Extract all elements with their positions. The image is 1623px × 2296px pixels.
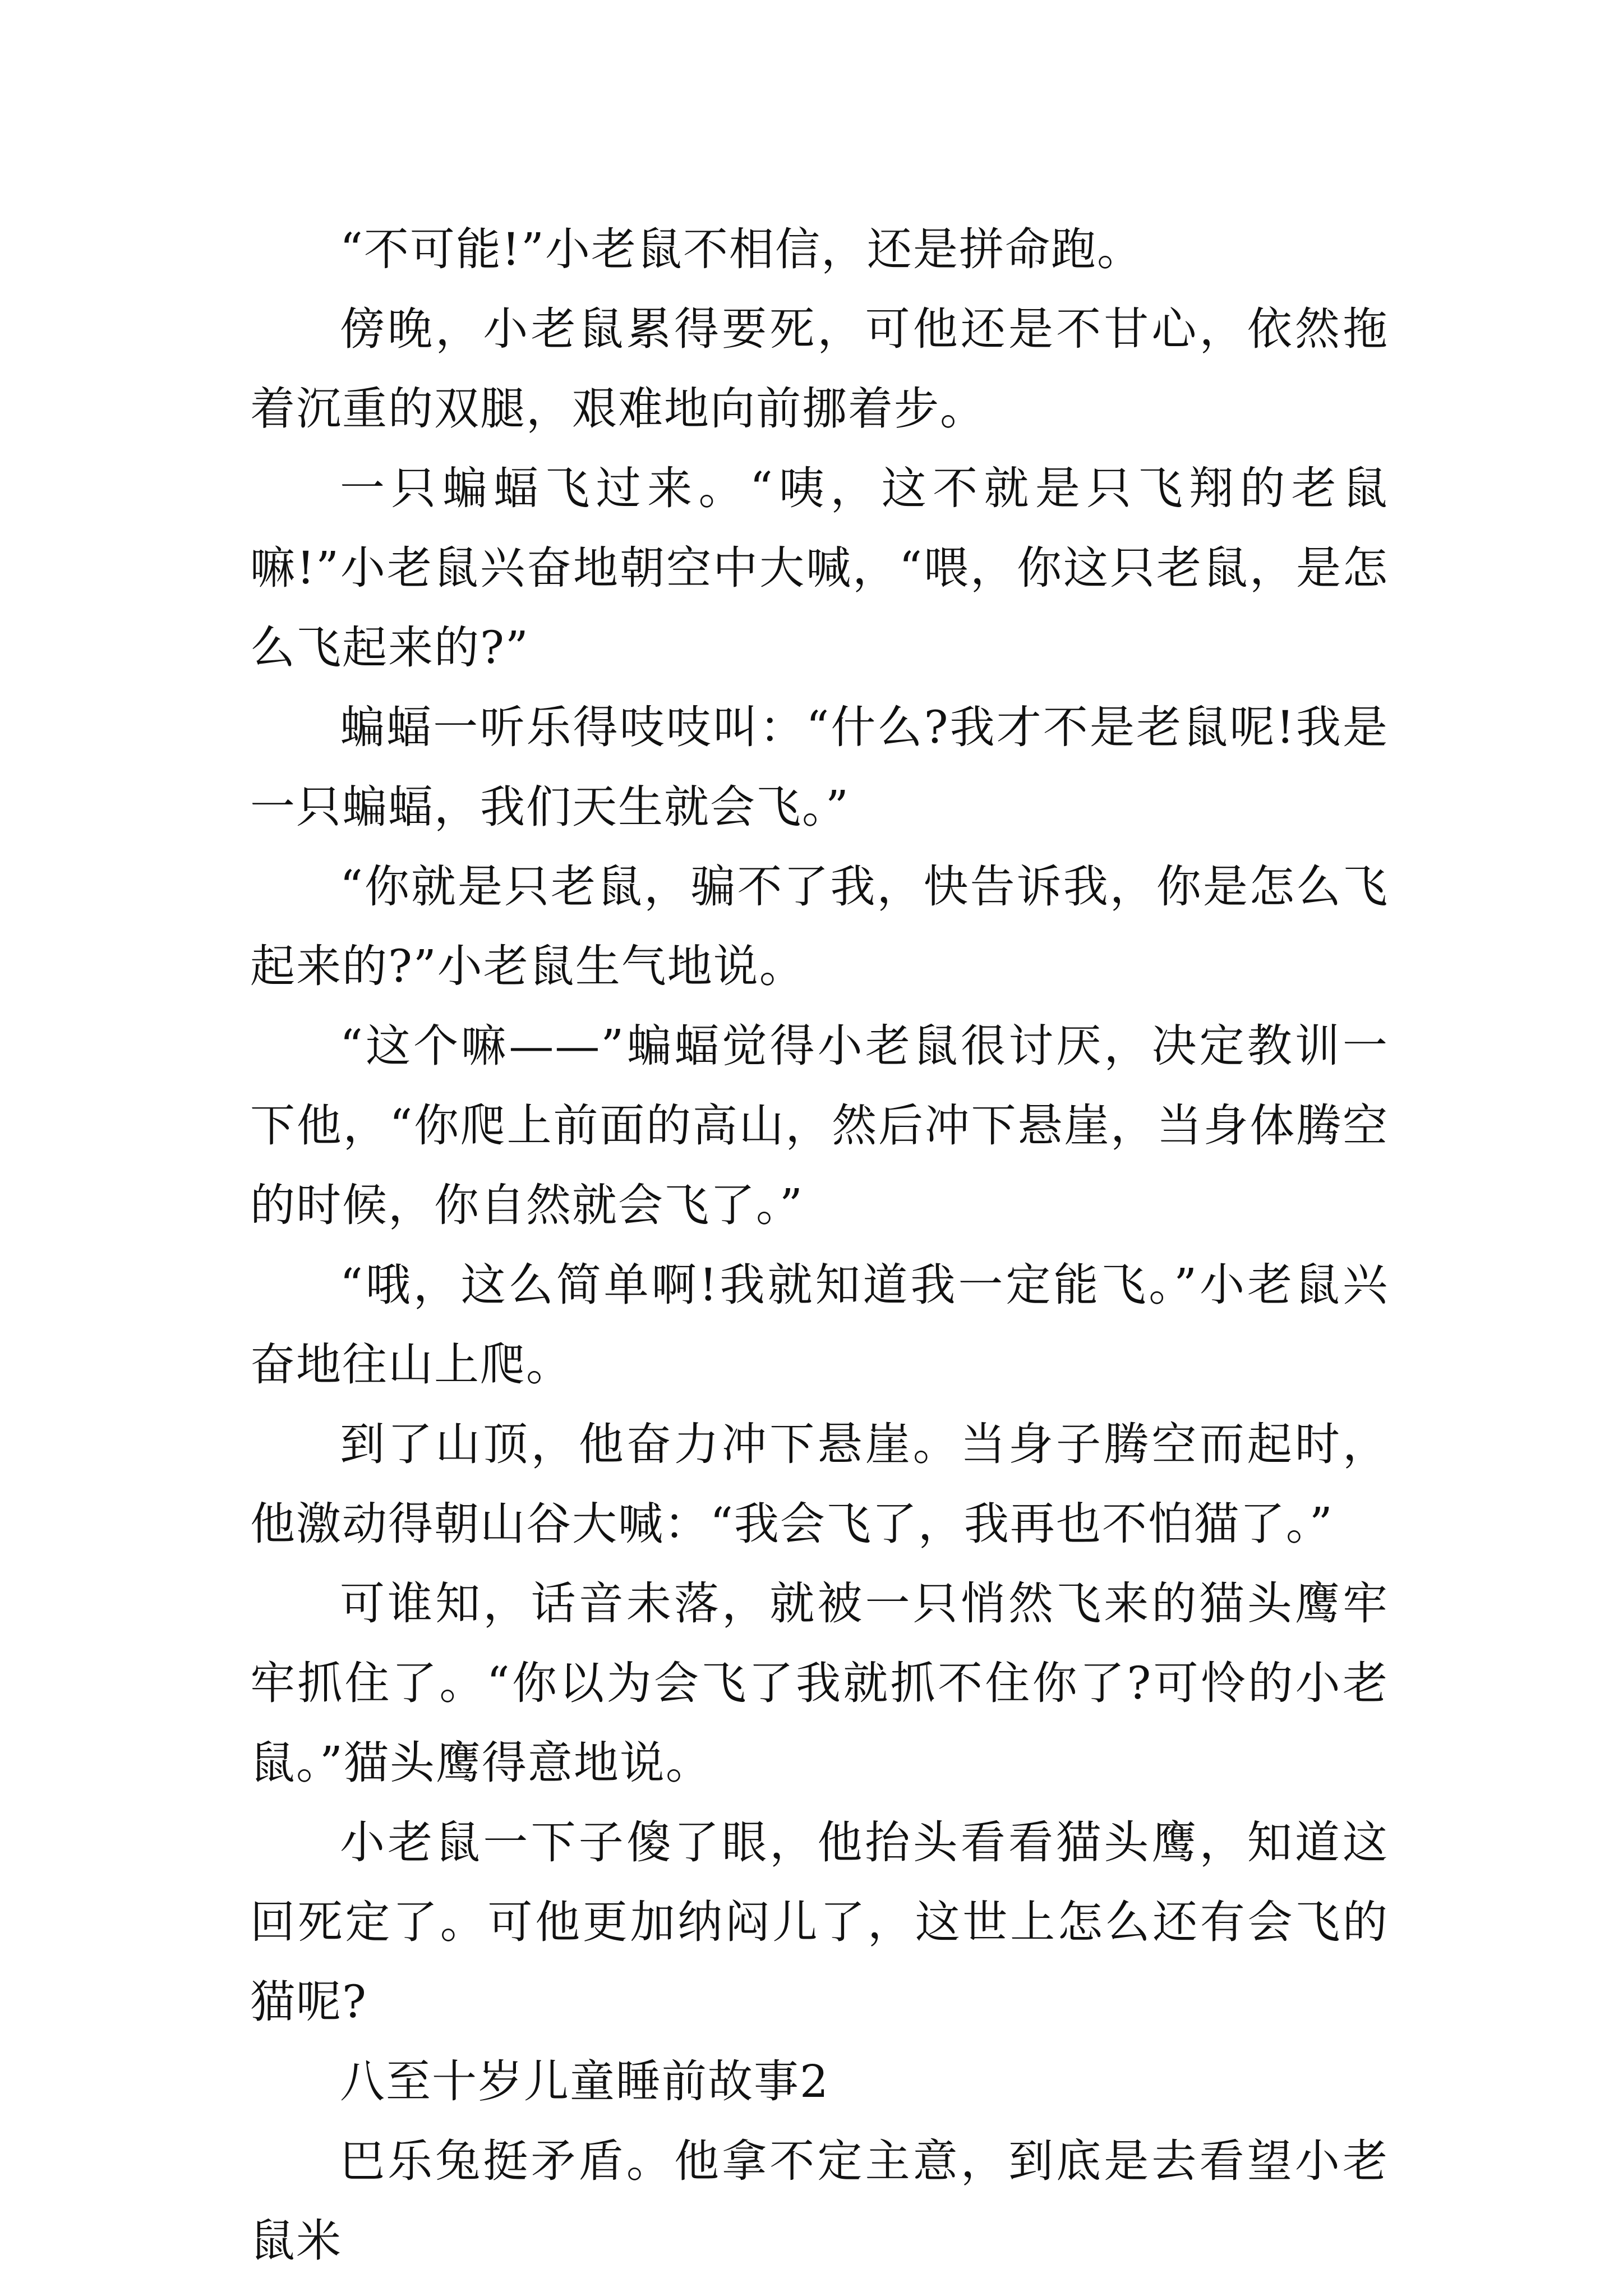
paragraph-8: 到了山顶，他奋力冲下悬崖。当身子腾空而起时，他激动得朝山谷大喊：“我会飞了，我再也不怕猫了。” [250,1418,1389,1550]
section-heading: 八至十岁儿童睡前故事2 [340,2055,829,2108]
paragraph-3: 一只蝙蝠飞过来。“咦，这不就是只飞翔的老鼠嘛!”小老鼠兴奋地朝空中大喊，“喂，你这只老鼠，是怎么飞起来的?” [250,462,1389,674]
paragraph-1: “不可能!”小老鼠不相信，还是拼命跑。 [340,223,1143,275]
paragraph-4: 蝙蝠一听乐得吱吱叫：“什么?我才不是老鼠呢!我是一只蝙蝠，我们天生就会飞。” [250,701,1389,833]
paragraph-6: “这个嘛——”蝙蝠觉得小老鼠很讨厌，决定教训一下他，“你爬上前面的高山，然后冲下悬崖，当身体腾空的时候，你自然就会飞了。” [250,1020,1389,1231]
paragraph-10: 小老鼠一下子傻了眼，他抬头看看猫头鹰，知道这回死定了。可他更加纳闷儿了，这世上怎么还有会飞的猫呢? [250,1816,1389,2028]
paragraph-9: 可谁知，话音未落，就被一只悄然飞来的猫头鹰牢牢抓住了。“你以为会飞了我就抓不住你了?可怜的小老鼠。”猫头鹰得意地说。 [250,1577,1389,1789]
paragraph-2: 傍晚，小老鼠累得要死，可他还是不甘心，依然拖着沉重的双腿，艰难地向前挪着步。 [250,303,1389,435]
paragraph-11: 巴乐兔挺矛盾。他拿不定主意，到底是去看望小老鼠米 [250,2135,1389,2267]
paragraph-5: “你就是只老鼠，骗不了我，快告诉我，你是怎么飞起来的?”小老鼠生气地说。 [250,861,1389,992]
story-text [250,210,1389,2281]
paragraph-7: “哦，这么简单啊!我就知道我一定能飞。”小老鼠兴奋地往山上爬。 [250,1259,1389,1391]
